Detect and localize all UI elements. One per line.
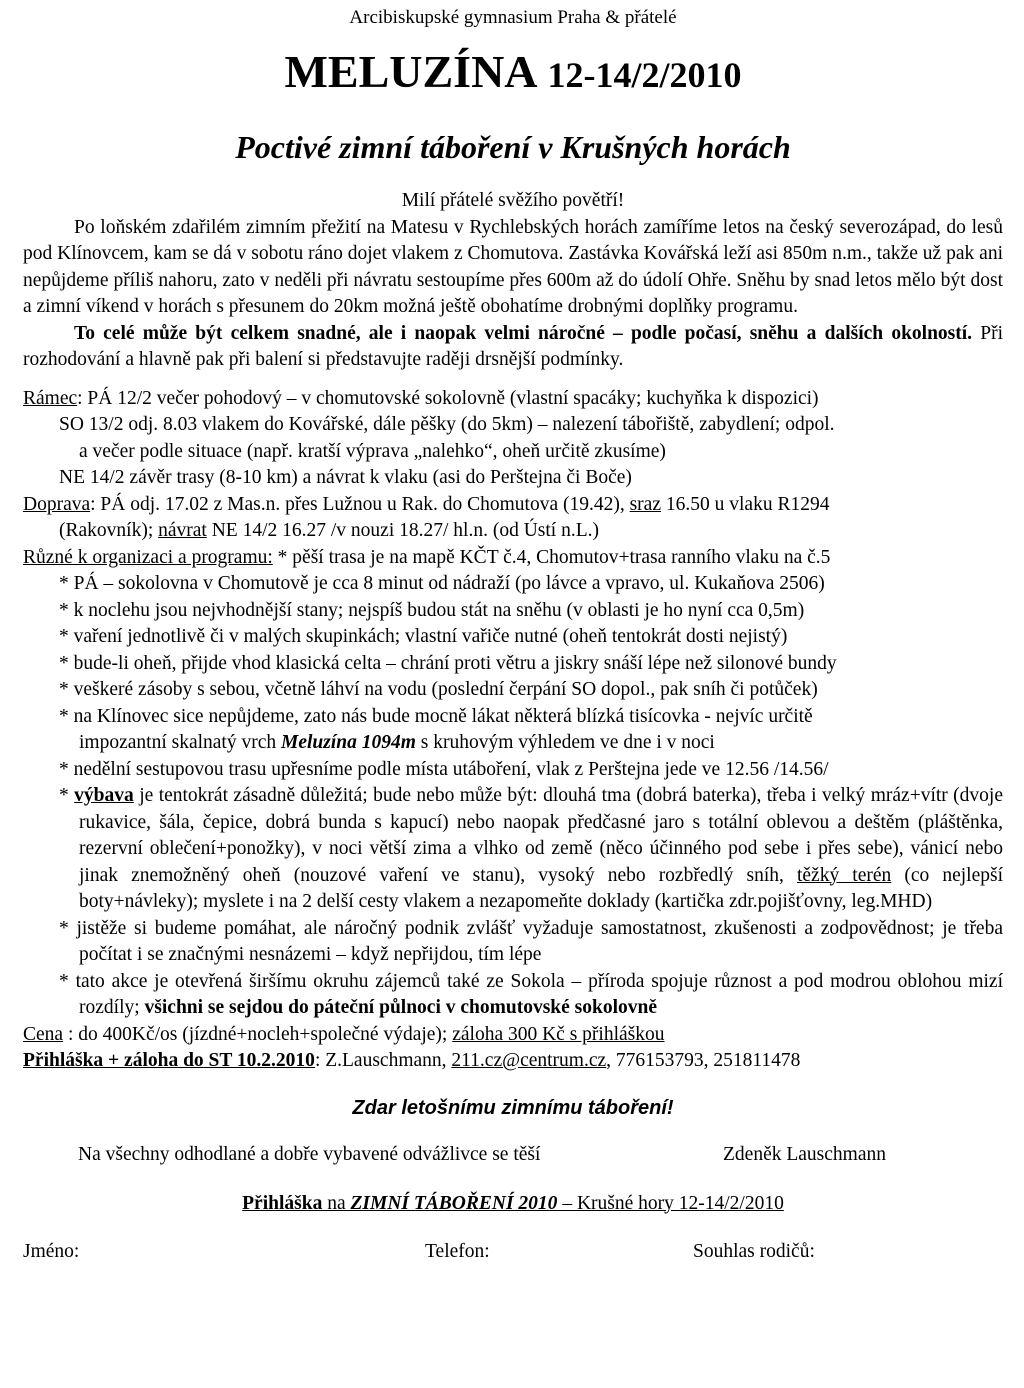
phone-numbers: , 776153793, 251811478: [606, 1050, 801, 1071]
title-block: [23, 36, 1003, 119]
organization: Arcibiskupské gymnasium Praha & přátelé: [349, 7, 677, 28]
warning-paragraph: [23, 321, 1003, 374]
warning-bold: To celé může být celkem snadné, ale i naopak velmi náročné – podle počasí, sněhu a dalších okolností.: [74, 322, 973, 344]
navrat-text: NE 14/2 16.27 /v nouzi 18.27/ hl.n. (od Ústí n.L.): [206, 520, 599, 541]
vybava-item: [23, 783, 1003, 916]
email-link[interactable]: 211.cz@centrum.cz: [451, 1050, 607, 1071]
form-title-italic: ZIMNÍ TÁBOŘENÍ 2010: [350, 1192, 558, 1214]
ramec-pa-text: : PÁ 12/2 večer pohodový – v chomutovské sokolovně (vlastní spacáky; kuchyňka k dispozici): [77, 387, 819, 409]
prihlaska-line: [23, 1048, 1003, 1075]
vybava-label: výbava: [74, 785, 134, 806]
zaloha: záloha 300 Kč s přihláškou: [452, 1023, 665, 1045]
list-item: * vaření jednotlivě či v malých skupinkách; vlastní vařiče nutné (oheň tentokrát dosti nejistý): [59, 626, 788, 647]
form-title-bold: Přihláška: [242, 1192, 323, 1214]
greeting: Milí přátelé svěžího povětří!: [401, 190, 625, 211]
cena-text: : do 400Kč/os (jízdné+nocleh+společné výdaje);: [63, 1023, 453, 1045]
meluzina-peak: Meluzína 1094m: [281, 732, 416, 753]
invite-text: Na všechny odhodlané a dobře vybavené odvážlivce se těší: [78, 1143, 541, 1165]
sraz-text: 16.50 u vlaku R1294: [661, 493, 830, 515]
sestup-item: * nedělní sestupovou trasu upřesníme podle místa utáboření, vlak z Perštejna jede ve 12.56 /14.56/: [59, 758, 829, 780]
doprava-line: [23, 492, 1003, 519]
navrat-label: návrat: [158, 520, 207, 541]
form-fields: [23, 1239, 1003, 1266]
doprava-line-2: [23, 518, 1003, 545]
pomahat-item: * jistěže si budeme pomáhat, ale náročný podnik zvlášť vyžaduje samostatnost, zkušenosti a zodpovědnost; je třeba počítat i se značnými nesnázemi – když nepřijdou, tím lépe: [59, 917, 1003, 965]
klinovec-item-continued: [23, 730, 1003, 757]
doprava-text: : PÁ odj. 17.02 z Mas.n. přes Lužnou u Rak. do Chomutova (19.42),: [90, 493, 630, 515]
klinovec-end: s kruhovým výhledem ve dne i v noci: [415, 732, 715, 753]
event-date: 12-14/2/2010: [547, 55, 742, 95]
akce-bold: všichni se sejdou do páteční půlnoci v chomutovské sokolovně: [144, 997, 658, 1018]
list-item: * bude-li oheň, přijde vhod klasická celta – chrání proti větru a jiskry snáší lépe než silonové bundy: [59, 652, 837, 674]
form-title-rest: – Krušné hory 12-14/2/2010: [557, 1192, 784, 1214]
akce-text: * tato akce je otevřená širšímu okruhu zájemců také ze Sokola – příroda spojuje různost a pod modrou oblohou mizí rozdíly;: [59, 970, 1003, 1018]
list-item: * k noclehu jsou nejvhodnější stany; nejspíš budou stát na sněhu (v oblasti je ho nyní cca 0,5m): [59, 599, 805, 621]
form-title-mid: na: [322, 1192, 351, 1214]
field-name: Jméno:: [23, 1241, 80, 1262]
ruzne-line: [23, 545, 1003, 572]
doprava-rakovnik: (Rakovník);: [59, 520, 159, 541]
event-title: MELUZÍNA: [284, 46, 538, 97]
vybava-star: *: [59, 785, 75, 806]
cena-line: [23, 1022, 1003, 1049]
akce-item: [23, 969, 1003, 1022]
field-phone: Telefon:: [425, 1241, 490, 1262]
form-title: [23, 1191, 1003, 1218]
ramec-so-continued: a večer podle situace (např. kratší výprava „nalehko“, oheň určitě zkusíme): [79, 440, 666, 462]
invite-line: [23, 1142, 1003, 1169]
intro-paragraph: Po loňském zdařilém zimním přežití na Matesu v Rychlebských horách zamíříme letos na český severozápad, do lesů pod Klínovcem, kam se dá v sobotu ráno dojet vlakem z Chomutova. Zastávka Kovářská leží asi 850m n.m., takže už pak ani nepůjdeme příliš nahoru, zato v neděli při návratu sestoupíme přes 600m až do údolí Ohře. Sněhu by snad letos mělo být dost a zimní víkend v horách s přesunem do 20km možná ještě obohatíme drobnými doplňky programu.: [23, 216, 1003, 317]
doprava-label: Doprava: [23, 493, 91, 515]
tezky-teren: těžký terén: [796, 864, 892, 886]
ruzne-label: Různé k organizaci a programu:: [23, 546, 273, 568]
vybava-text: je tentokrát zásadně důležitá; bude nebo může být: dlouhá tma (dobrá baterka), třeba i velký mráz+vítr (dvoje rukavice, šála, čepice, dobrá bunda s kapucí) nebo naopak předčasné jaro s totální oblevou a deštěm (pláštěnka, rezervní oblečení+ponožky), v noci větší zima a vlhko od země (něco účinného pod sebe i přes sebe), vánicí nebo jinak znemožněný oheň (nouzové vaření ve stanu), vysoký nebo rozbředlý sníh,: [79, 785, 1004, 886]
ramec-so: SO 13/2 odj. 8.03 vlakem do Kovářské, dále pěšky (do 5km) – nalezení tábořiště, zabydlení; odpol.: [59, 414, 835, 435]
klinovec-item: * na Klínovec sice nepůjdeme, zato nás bude mocně lákat některá blízká tisícovka - nejvíc určitě: [59, 705, 813, 727]
ramec-ne: NE 14/2 závěr trasy (8-10 km) a návrat k vlaku (asi do Perštejna či Boče): [59, 467, 632, 488]
cena-label: Cena: [23, 1023, 64, 1045]
warning-rest: Při rozhodování a hlavně pak při balení si představujte raději drsnější podmínky.: [23, 322, 1003, 370]
ramec-pa: [23, 386, 1003, 413]
list-item: * PÁ – sokolovna v Chomutově je cca 8 minut od nádraží (po lávce a vpravo, ul. Kukaňova 2506): [59, 573, 825, 594]
vybava-end: (co nejlepší boty+návleky); myslete i na 2 delší cesty vlakem a nezapomeňte doklady (kartička zdr.pojišťovny, leg.MHD): [79, 864, 1003, 912]
field-consent: Souhlas rodičů:: [693, 1241, 815, 1262]
ramec-label: Rámec: [23, 387, 78, 409]
subtitle: Poctivé zimní táboření v Krušných horách: [235, 129, 791, 165]
prihlaska-text: : Z.Lauschmann,: [314, 1050, 452, 1071]
list-item: * veškeré zásoby s sebou, včetně láhví na vodu (poslední čerpání SO dopol., pak sníh či potůček): [59, 679, 818, 700]
leaflet: [23, 6, 1003, 1266]
signature: Zdeněk Lauschmann: [723, 1143, 886, 1165]
sraz-label: sraz: [629, 493, 661, 515]
ruzne-first: * pěší trasa je na mapě KČT č.4, Chomutov+trasa ranního vlaku na č.5: [272, 546, 831, 568]
closing-motto: Zdar letošnímu zimnímu táboření!: [352, 1096, 674, 1119]
prihlaska-label: Přihláška + záloha do ST 10.2.2010: [23, 1050, 315, 1071]
klinovec-text: impozantní skalnatý vrch: [79, 732, 281, 753]
